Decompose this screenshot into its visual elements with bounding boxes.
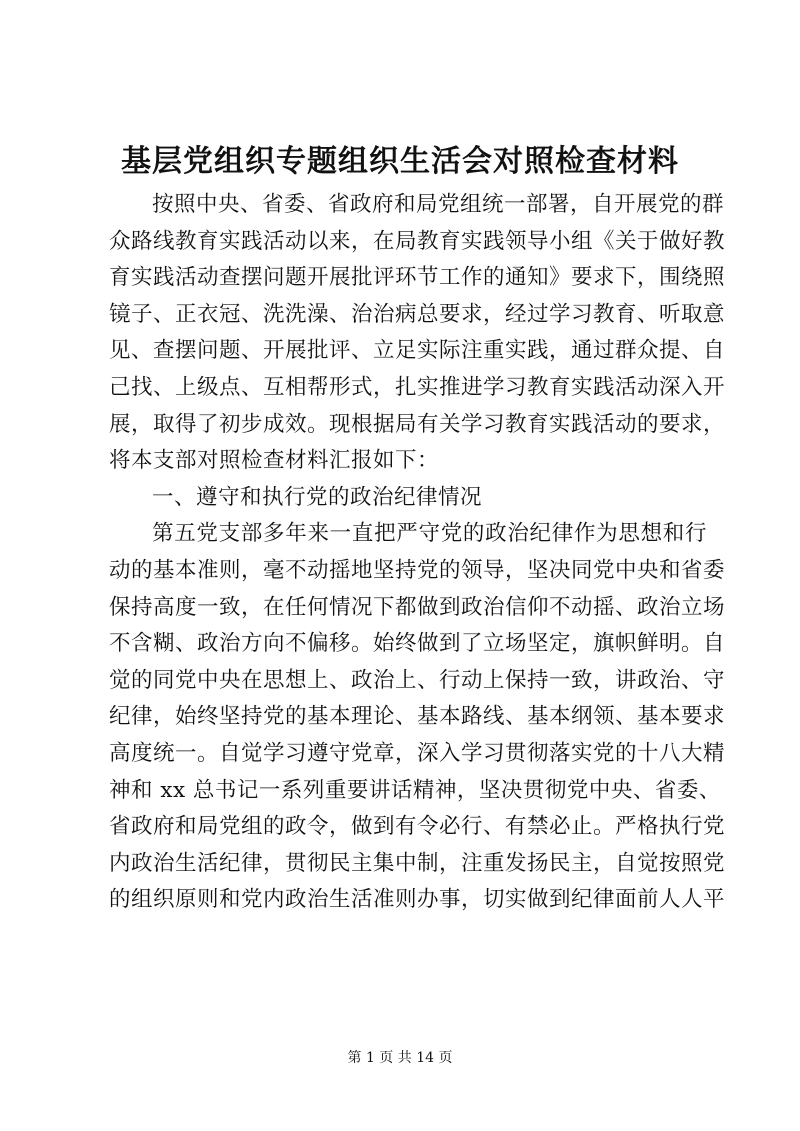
- paragraph-line: 动的基本准则，毫不动摇地坚持党的领导，坚决同党中央和省委: [109, 557, 726, 583]
- paragraph-line: 的组织原则和党内政治生活准则办事，切实做到纪律面前人人平: [109, 887, 726, 913]
- paragraph-line: 展，取得了初步成效。现根据局有关学习教育实践活动的要求，: [109, 411, 726, 437]
- paragraph-line: 觉的同党中央在思想上、政治上、行动上保持一致，讲政治、守: [109, 667, 726, 693]
- paragraph-line: 不含糊、政治方向不偏移。始终做到了立场坚定，旗帜鲜明。自: [109, 631, 726, 657]
- paragraph-line: 纪律，始终坚持党的基本理论、基本路线、基本纲领、基本要求: [109, 704, 726, 730]
- paragraph-line: 己找、上级点、互相帮形式，扎实推进学习教育实践活动深入开: [109, 374, 726, 400]
- paragraph-line: 见、查摆问题、开展批评、立足实际注重实践，通过群众提、自: [109, 338, 726, 364]
- paragraph-line: 众路线教育实践活动以来，在局教育实践领导小组《关于做好教: [109, 228, 726, 254]
- paragraph-line: 高度统一。自觉学习遵守党章，深入学习贯彻落实党的十八大精: [109, 740, 726, 766]
- paragraph-line: 第五党支部多年来一直把严守党的政治纪律作为思想和行: [152, 521, 707, 547]
- paragraph-line: 内政治生活纪律，贯彻民主集中制，注重发扬民主，自觉按照党: [109, 850, 726, 876]
- paragraph-line: 将本支部对照检查材料汇报如下：: [109, 448, 440, 474]
- paragraph-line: 省政府和局党组的政令，做到有令必行、有禁必止。严格执行党: [109, 814, 726, 840]
- paragraph-line: 保持高度一致，在任何情况下都做到政治信仰不动摇、政治立场: [109, 594, 726, 620]
- document-title: 基层党组织专题组织生活会对照检查材料: [121, 144, 679, 179]
- page-number: 第 1 页 共 14 页: [347, 1050, 453, 1066]
- document-body: [109, 187, 726, 919]
- paragraph-line: 神和 xx 总书记一系列重要讲话精神，坚决贯彻党中央、省委、: [109, 777, 721, 803]
- paragraph-line: 育实践活动查摆问题开展批评环节工作的通知》要求下，围绕照: [109, 265, 726, 291]
- section-heading: 一、遵守和执行党的政治纪律情况: [152, 484, 483, 510]
- paragraph-line: 镜子、正衣冠、洗洗澡、治治病总要求，经过学习教育、听取意: [109, 301, 726, 327]
- paragraph-line: 按照中央、省委、省政府和局党组统一部署，自开展党的群: [152, 192, 725, 217]
